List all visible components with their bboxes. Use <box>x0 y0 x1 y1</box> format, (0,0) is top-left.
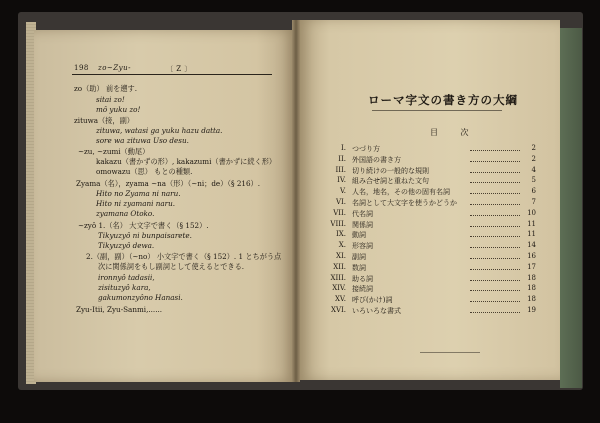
toc-leader-dots <box>470 280 520 281</box>
book-gutter <box>292 20 300 382</box>
toc-entry-title: 副詞 <box>352 253 366 261</box>
toc-number: XIV. <box>332 284 346 293</box>
left-line-14: ~zyô 1.（名） 大文字で書く（§ 152）. <box>78 221 209 230</box>
toc-number: IX. <box>336 230 346 239</box>
toc-entry-title: 助る詞 <box>352 274 373 283</box>
toc-page-number: 11 <box>527 219 536 228</box>
toc-leader-dots <box>470 204 520 205</box>
toc-number: VII. <box>333 208 346 217</box>
toc-number: XV. <box>334 295 346 304</box>
toc-entry-title: 代名詞 <box>352 209 373 218</box>
toc-page-number: 10 <box>527 208 536 217</box>
cover-spine-edge <box>560 28 582 388</box>
toc-page-number: 16 <box>527 252 536 260</box>
toc-entry-title: いろいろな書式 <box>352 307 401 315</box>
left-line-9: omowazu（思） もとの種類. <box>96 167 193 176</box>
toc-page-number: 18 <box>527 273 536 282</box>
title-underline <box>372 110 502 111</box>
toc-leader-dots <box>470 161 520 162</box>
toc-entry-title: 数詞 <box>352 263 366 272</box>
toc-leader-dots <box>470 258 520 259</box>
left-line-2: sitai zo! <box>96 95 125 104</box>
toc-page-number: 17 <box>527 262 536 271</box>
left-line-4: zituwa（接，副） <box>74 116 134 125</box>
toc-entry-title: 人名，地名，その他の固有名詞 <box>352 188 450 197</box>
left-line-15: Tikyuzyô ni bunpaisarete. <box>98 231 192 240</box>
toc-number: III. <box>335 165 346 174</box>
toc-number: VI. <box>335 198 346 206</box>
right-page-title: ローマ字文の書き方の大綱 <box>368 93 518 107</box>
toc-number: XI. <box>336 252 346 260</box>
toc-entry-title: 切り続けの一般的な規則 <box>352 166 429 175</box>
toc-leader-dots <box>470 236 520 237</box>
toc-leader-dots <box>470 269 520 270</box>
toc-leader-dots <box>470 150 520 151</box>
toc-number: V. <box>339 187 346 196</box>
left-line-5: zituwa, watasi ga yuku hazu datta. <box>96 126 223 135</box>
toc-entry-title: 外国語の書き方 <box>352 155 401 164</box>
toc-leader-dots <box>470 172 520 173</box>
toc-leader-dots <box>470 215 520 216</box>
left-line-19: ironnyô tadasii, <box>98 273 155 282</box>
toc-page-number: 19 <box>527 306 536 314</box>
toc-page-number: 11 <box>527 230 536 239</box>
left-line-8: kakazu（書かずの形）, kakazumi（書かずに続く形） <box>96 157 277 166</box>
left-header-rule <box>72 74 272 75</box>
toc-page-number: 18 <box>527 295 536 304</box>
left-page-number: 198 <box>74 64 89 72</box>
left-line-7: ~zu, ~zumi（動尾） <box>78 147 150 156</box>
toc-page-number: 2 <box>531 144 536 152</box>
toc-entry-title: 形容詞 <box>352 242 373 251</box>
toc-leader-dots <box>470 226 520 227</box>
toc-number: IV. <box>337 176 346 185</box>
toc-leader-dots <box>470 193 520 194</box>
left-line-12: Hito ni zyamani naru. <box>96 199 175 208</box>
toc-entry-title: 呼び(かけ)詞 <box>352 296 393 305</box>
left-line-16: Tikyuzyô dewa. <box>98 241 155 250</box>
toc-entry-title: 接続詞 <box>352 285 373 294</box>
toc-number: XII. <box>333 262 346 271</box>
toc-end-rule <box>420 352 480 353</box>
toc-leader-dots <box>470 182 520 183</box>
toc-number: X. <box>338 241 346 250</box>
toc-entry-title: 関係詞 <box>352 220 373 229</box>
toc-page-number: 5 <box>531 176 536 185</box>
toc-number: I. <box>341 144 346 152</box>
left-header-letter: 〔 Z 〕 <box>166 65 192 73</box>
left-line-22: Zyu-Itii, Zyu-Sanmi,...... <box>76 305 163 314</box>
left-line-11: Hito no Zyama ni naru. <box>96 189 181 198</box>
toc-number: II. <box>338 154 346 163</box>
toc-page-number: 7 <box>531 198 536 206</box>
left-line-1: zo（助） 前を遡す. <box>74 84 137 93</box>
toc-heading: 目 次 <box>430 128 479 137</box>
toc-leader-dots <box>470 290 520 291</box>
toc-entry-title: 組み合せ詞と重ねた文句 <box>352 177 429 186</box>
toc-entry-title: つづり方 <box>352 145 380 153</box>
left-header-range: zo~Zyu- <box>98 64 131 72</box>
left-line-13: zyamana Otoko. <box>96 209 155 218</box>
left-line-6: sore wa zituwa Uso desu. <box>96 136 189 145</box>
left-line-21: gakumonzyôno Hanasi. <box>98 293 183 302</box>
toc-page-number: 14 <box>527 241 536 250</box>
left-line-3: mô yuku zo! <box>96 105 141 114</box>
left-line-10: Zyama（名），zyama ~na（形）（~ni；de）（§ 216）. <box>76 179 261 188</box>
toc-leader-dots <box>470 312 520 313</box>
toc-entry-title: 名詞として大文字を使うかどうか <box>352 199 457 207</box>
left-line-20: zisituzyô kara, <box>98 283 151 292</box>
toc-number: VIII. <box>330 219 346 228</box>
toc-number: XVI. <box>330 306 346 314</box>
toc-page-number: 6 <box>531 187 536 196</box>
toc-page-number: 4 <box>531 165 536 174</box>
toc-leader-dots <box>470 247 520 248</box>
toc-page-number: 2 <box>531 154 536 163</box>
left-line-18: 次に関係詞をもし副詞として使えるとできる. <box>98 262 245 271</box>
toc-number: XIII. <box>330 273 346 282</box>
toc-entry-title: 動詞 <box>352 231 366 240</box>
left-line-17: 2.（副，副）（~no） 小文字で書く（§ 152）. 1 とちがう点 <box>86 252 282 261</box>
toc-page-number: 18 <box>527 284 536 293</box>
toc-leader-dots <box>470 301 520 302</box>
